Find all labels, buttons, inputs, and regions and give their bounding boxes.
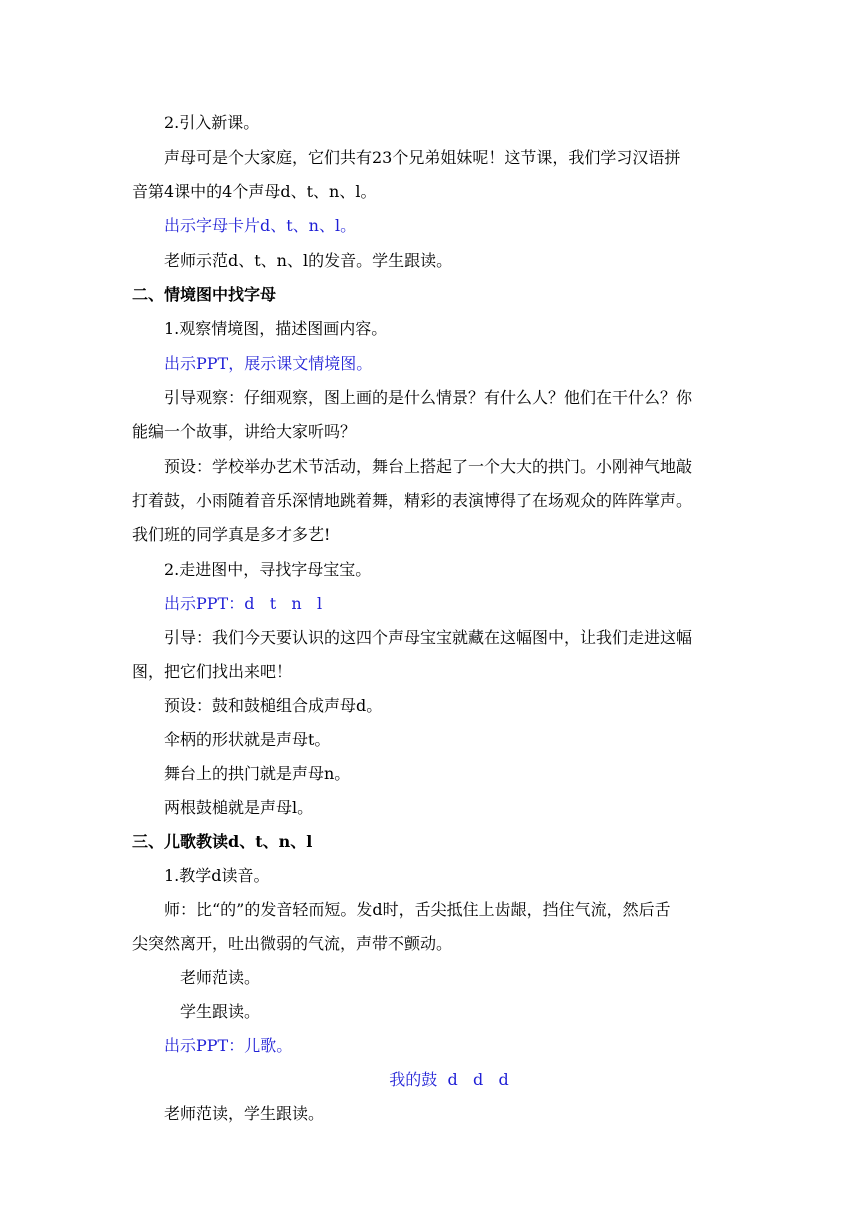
paragraph: 预设：鼓和鼓槌组合成声母d。 [164,696,383,715]
paragraph: 师：比“的”的发音轻而短。发d时，舌尖抵住上齿龈，挡住气流，然后舌 [164,900,671,919]
blue-note: 出示PPT，展示课文情境图。 [164,354,373,373]
paragraph: 声母可是个大家庭，它们共有23个兄弟姐妹呢！这节课，我们学习汉语拼 [164,148,681,167]
blue-note: 出示字母卡片d、t、n、l。 [164,216,357,235]
paragraph: 2.走进图中，寻找字母宝宝。 [164,560,372,579]
paragraph: 舞台上的拱门就是声母n。 [164,764,351,783]
blue-note: 出示PPT：d t n l [164,594,323,613]
paragraph: 老师范读，学生跟读。 [164,1104,325,1123]
paragraph: 预设：学校举办艺术节活动，舞台上搭起了一个大大的拱门。小刚神气地敲 [164,457,693,476]
paragraph: 两根鼓槌就是声母l。 [164,798,314,817]
song-title: 我的鼓 d d d [389,1070,509,1089]
paragraph: 1.教学d读音。 [164,866,270,885]
paragraph: 老师示范d、t、n、l的发音。学生跟读。 [164,251,453,270]
paragraph: 老师范读。 [180,968,261,987]
paragraph: 引导：我们今天要认识的这四个声母宝宝就藏在这幅图中，让我们走进这幅 [164,628,693,647]
paragraph: 能编一个故事，讲给大家听吗？ [132,422,357,441]
paragraph: 伞柄的形状就是声母t。 [164,730,331,749]
paragraph: 图，把它们找出来吧！ [132,662,293,681]
paragraph: 引导观察：仔细观察，图上画的是什么情景？有什么人？他们在干什么？你 [164,388,693,407]
blue-note: 出示PPT：儿歌。 [164,1036,293,1055]
paragraph: 2.引入新课。 [164,113,260,132]
section-heading: 二、情境图中找字母 [132,285,277,304]
paragraph: 尖突然离开，吐出微弱的气流，声带不颤动。 [132,934,453,953]
section-heading: 三、儿歌教读d、t、n、l [132,832,313,851]
paragraph: 我们班的同学真是多才多艺! [132,525,331,544]
paragraph: 音第4课中的4个声母d、t、n、l。 [132,182,377,201]
paragraph: 打着鼓，小雨随着音乐深情地跳着舞，精彩的表演博得了在场观众的阵阵掌声。 [132,491,693,510]
paragraph: 1.观察情境图，描述图画内容。 [164,319,388,338]
paragraph: 学生跟读。 [180,1002,261,1021]
